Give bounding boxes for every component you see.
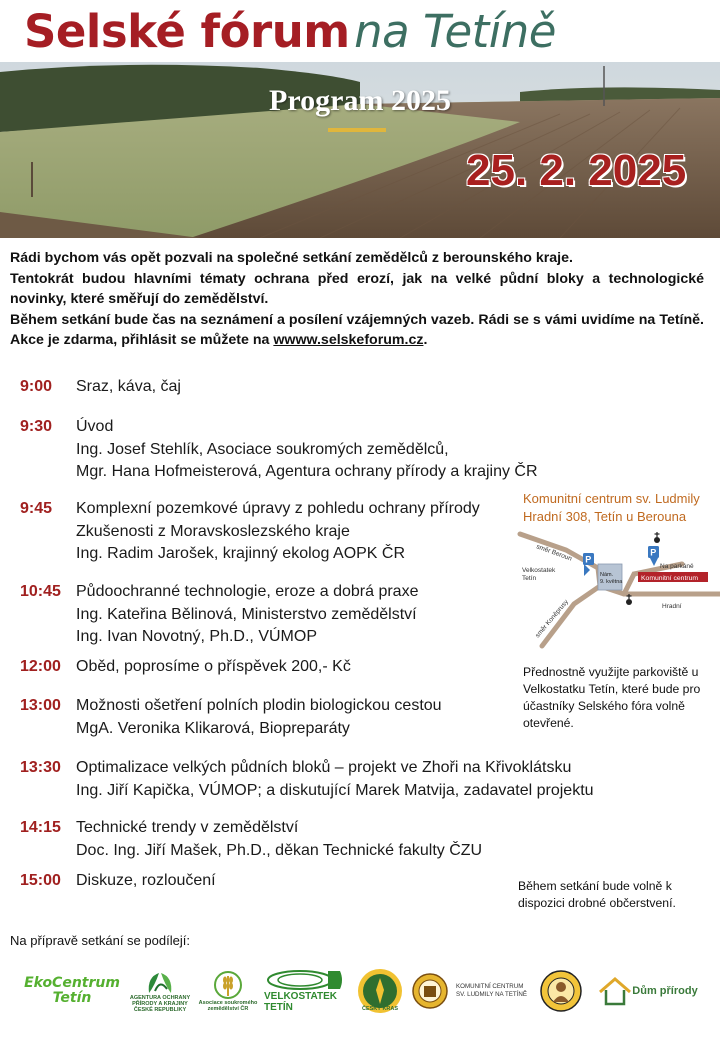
intro-text [10, 248, 704, 351]
parking-note: Přednostně využijte parkoviště u Velkostatku Tetín, které bude pro účastníky Selského fóra volně otevřené. [523, 665, 701, 730]
cesky-kras-seal-icon [357, 968, 403, 1014]
asz-text: Asociace soukromého [198, 1000, 258, 1006]
asz-text-2: zemědělství ČR [207, 1006, 249, 1012]
house-icon [598, 976, 632, 1006]
program-underline [328, 128, 386, 132]
aopk-text-3: ČESKÉ REPUBLIKY [133, 1007, 187, 1013]
schedule-line: Ing. Kateřina Bělinová, Ministerstvo zemědělství [76, 605, 417, 623]
venue-info [523, 490, 700, 526]
asz-logo [198, 962, 258, 1020]
title-sub: na Tetíně [354, 5, 556, 58]
velkostatek-emblem-icon [266, 969, 344, 991]
map-road-konepruzy: směr Koněprusy [534, 598, 570, 640]
page-title [24, 4, 556, 71]
schedule-time: 14:15 [20, 819, 61, 836]
komunitni-centrum-logo [452, 962, 538, 1020]
dum-prirody-text: Dům přírody [632, 985, 698, 997]
aopk-logo [128, 962, 192, 1020]
schedule-content [76, 817, 516, 862]
wheat-icon [211, 970, 245, 1000]
intro-line-2: Tentokrát budou hlavními tématy ochrana před erozí, jak na velké půdní bloky a technologické novinky, které směřují do zemědělství. [10, 270, 704, 308]
map-parking-label: Na parkáně [660, 563, 694, 570]
refreshment-note: Během setkání bude volně k dispozici drobné občerstvení. [518, 879, 676, 910]
schedule-time: 10:45 [20, 583, 61, 600]
venue-name: Komunitní centrum sv. Ludmily [523, 491, 700, 506]
ekocentrum-text: EkoCentrum [24, 975, 120, 991]
location-map [514, 528, 720, 654]
schedule-line: Ing. Jiří Kapička, VÚMOP; a diskutující Marek Matvija, zadavatel projektu [76, 781, 594, 799]
schedule-time: 15:00 [20, 872, 61, 889]
title-bar [0, 0, 720, 62]
schedule-line: Možnosti ošetření polních plodin biologickou cestou [76, 697, 442, 714]
aopk-text-2: PŘÍRODY A KRAJINY [132, 1001, 188, 1007]
ekocentrum-logo [24, 962, 120, 1020]
schedule-line: Zkušenosti z Moravskoslezského kraje [76, 522, 350, 540]
parking-icon [583, 553, 594, 576]
partner-logos [0, 962, 720, 1022]
ekocentrum-text-2: Tetín [52, 990, 92, 1006]
schedule-content [76, 498, 516, 566]
intro-line-1: Rádi bychom vás opět pozvali na společné setkání zemědělců z berounského kraje. [10, 250, 573, 266]
map-square-2: 9. května [600, 579, 623, 585]
map-velkostatek: Velkostatek [522, 567, 556, 574]
map-centre-label: Komunitní centrum [641, 575, 699, 582]
map-street-hradni: Hradní [662, 603, 682, 610]
schedule-line: Oběd, poprosíme o příspěvek 200,- Kč [76, 658, 351, 675]
aopk-text: AGENTURA OCHRANY [129, 995, 191, 1001]
velkostatek-text: VELKOSTATEK TETÍN [264, 991, 337, 1013]
schedule-line: Komplexní pozemkové úpravy z pohledu ochrany přírody [76, 500, 480, 517]
schedule-time: 13:30 [20, 759, 61, 776]
velkostatek-logo [264, 962, 346, 1020]
ekotetin-seal-logo [412, 962, 448, 1020]
schedule-time: 13:00 [20, 697, 61, 714]
intro-line-3-text: Během setkání bude čas na seznámení a posílení vzájemných vazeb. Rádi se s vámi uvidíme na Tetíně. Akce je zdarma, přihlásit se můžete na [10, 311, 704, 349]
kc-text: KOMUNITNÍ CENTRUM [456, 983, 524, 990]
schedule-time: 12:00 [20, 658, 61, 675]
parking-letter-1: P [585, 554, 592, 565]
schedule-line: Půdoochranné technologie, eroze a dobrá praxe [76, 583, 419, 600]
parking-icon [648, 546, 659, 566]
venue-address: Hradní 308, Tetín u Berouna [523, 509, 687, 524]
schedule-content [76, 757, 594, 802]
partners-label: Na přípravě setkání se podílejí: [10, 933, 190, 948]
dum-prirody-logo [598, 962, 698, 1020]
kc-text-2: SV. LUDMILY NA TETÍNĚ [456, 991, 527, 998]
schedule-line: MgA. Veronika Klikarová, Biopreparáty [76, 719, 350, 737]
schedule-line: Ing. Ivan Novotný, Ph.D., VÚMOP [76, 628, 317, 645]
schedule-content [76, 656, 516, 679]
schedule-line: Doc. Ing. Jiří Mašek, Ph.D., děkan Technické fakulty ČZU [76, 841, 483, 859]
church-icon [626, 594, 632, 605]
ludmila-seal-logo [538, 962, 584, 1020]
registration-link[interactable]: wwww.selskeforum.cz [273, 332, 424, 349]
church-icon [654, 532, 660, 543]
map-velkostatek-2: Tetín [522, 575, 537, 582]
schedule-line: Sraz, káva, čaj [76, 378, 181, 395]
schedule-content [76, 416, 538, 484]
parking-letter-2: P [650, 547, 657, 558]
event-date: 25. 2. 2025 [466, 146, 687, 195]
map-road-beroun: směr Beroun [535, 543, 573, 563]
cesky-kras-text: ČESKÝ KRAS [361, 1006, 399, 1012]
schedule-line: Ing. Radim Jarošek, krajinný ekolog AOPK ČR [76, 545, 406, 562]
schedule-line: Úvod [76, 418, 114, 435]
schedule-content [76, 870, 516, 893]
leaf-icon [145, 969, 175, 995]
map-square: Nám. [600, 572, 614, 578]
program-heading: Program 2025 [269, 84, 451, 117]
schedule-content [76, 581, 516, 649]
schedule-time: 9:30 [20, 418, 53, 435]
schedule-line: Technické trendy v zemědělství [76, 819, 299, 836]
intro-end: . [423, 332, 428, 349]
schedule-content [76, 695, 516, 740]
saint-ludmila-seal-icon [540, 970, 582, 1012]
schedule-line: Optimalizace velkých půdních bloků – projekt ve Zhoři na Křivoklátsku [76, 759, 572, 776]
title-main: Selské fórum [24, 5, 350, 58]
schedule-line: Mgr. Hana Hofmeisterová, Agentura ochrany přírody a krajiny ČR [76, 463, 538, 480]
seal-icon [412, 973, 448, 1009]
schedule-line: Ing. Josef Stehlík, Asociace soukromých zemědělců, [76, 440, 449, 458]
schedule-time: 9:45 [20, 500, 53, 517]
cesky-kras-logo [356, 962, 404, 1020]
intro-line-3 [10, 310, 704, 351]
schedule-line: Diskuze, rozloučení [76, 872, 216, 889]
schedule-time: 9:00 [20, 378, 53, 395]
schedule-content [76, 376, 516, 399]
